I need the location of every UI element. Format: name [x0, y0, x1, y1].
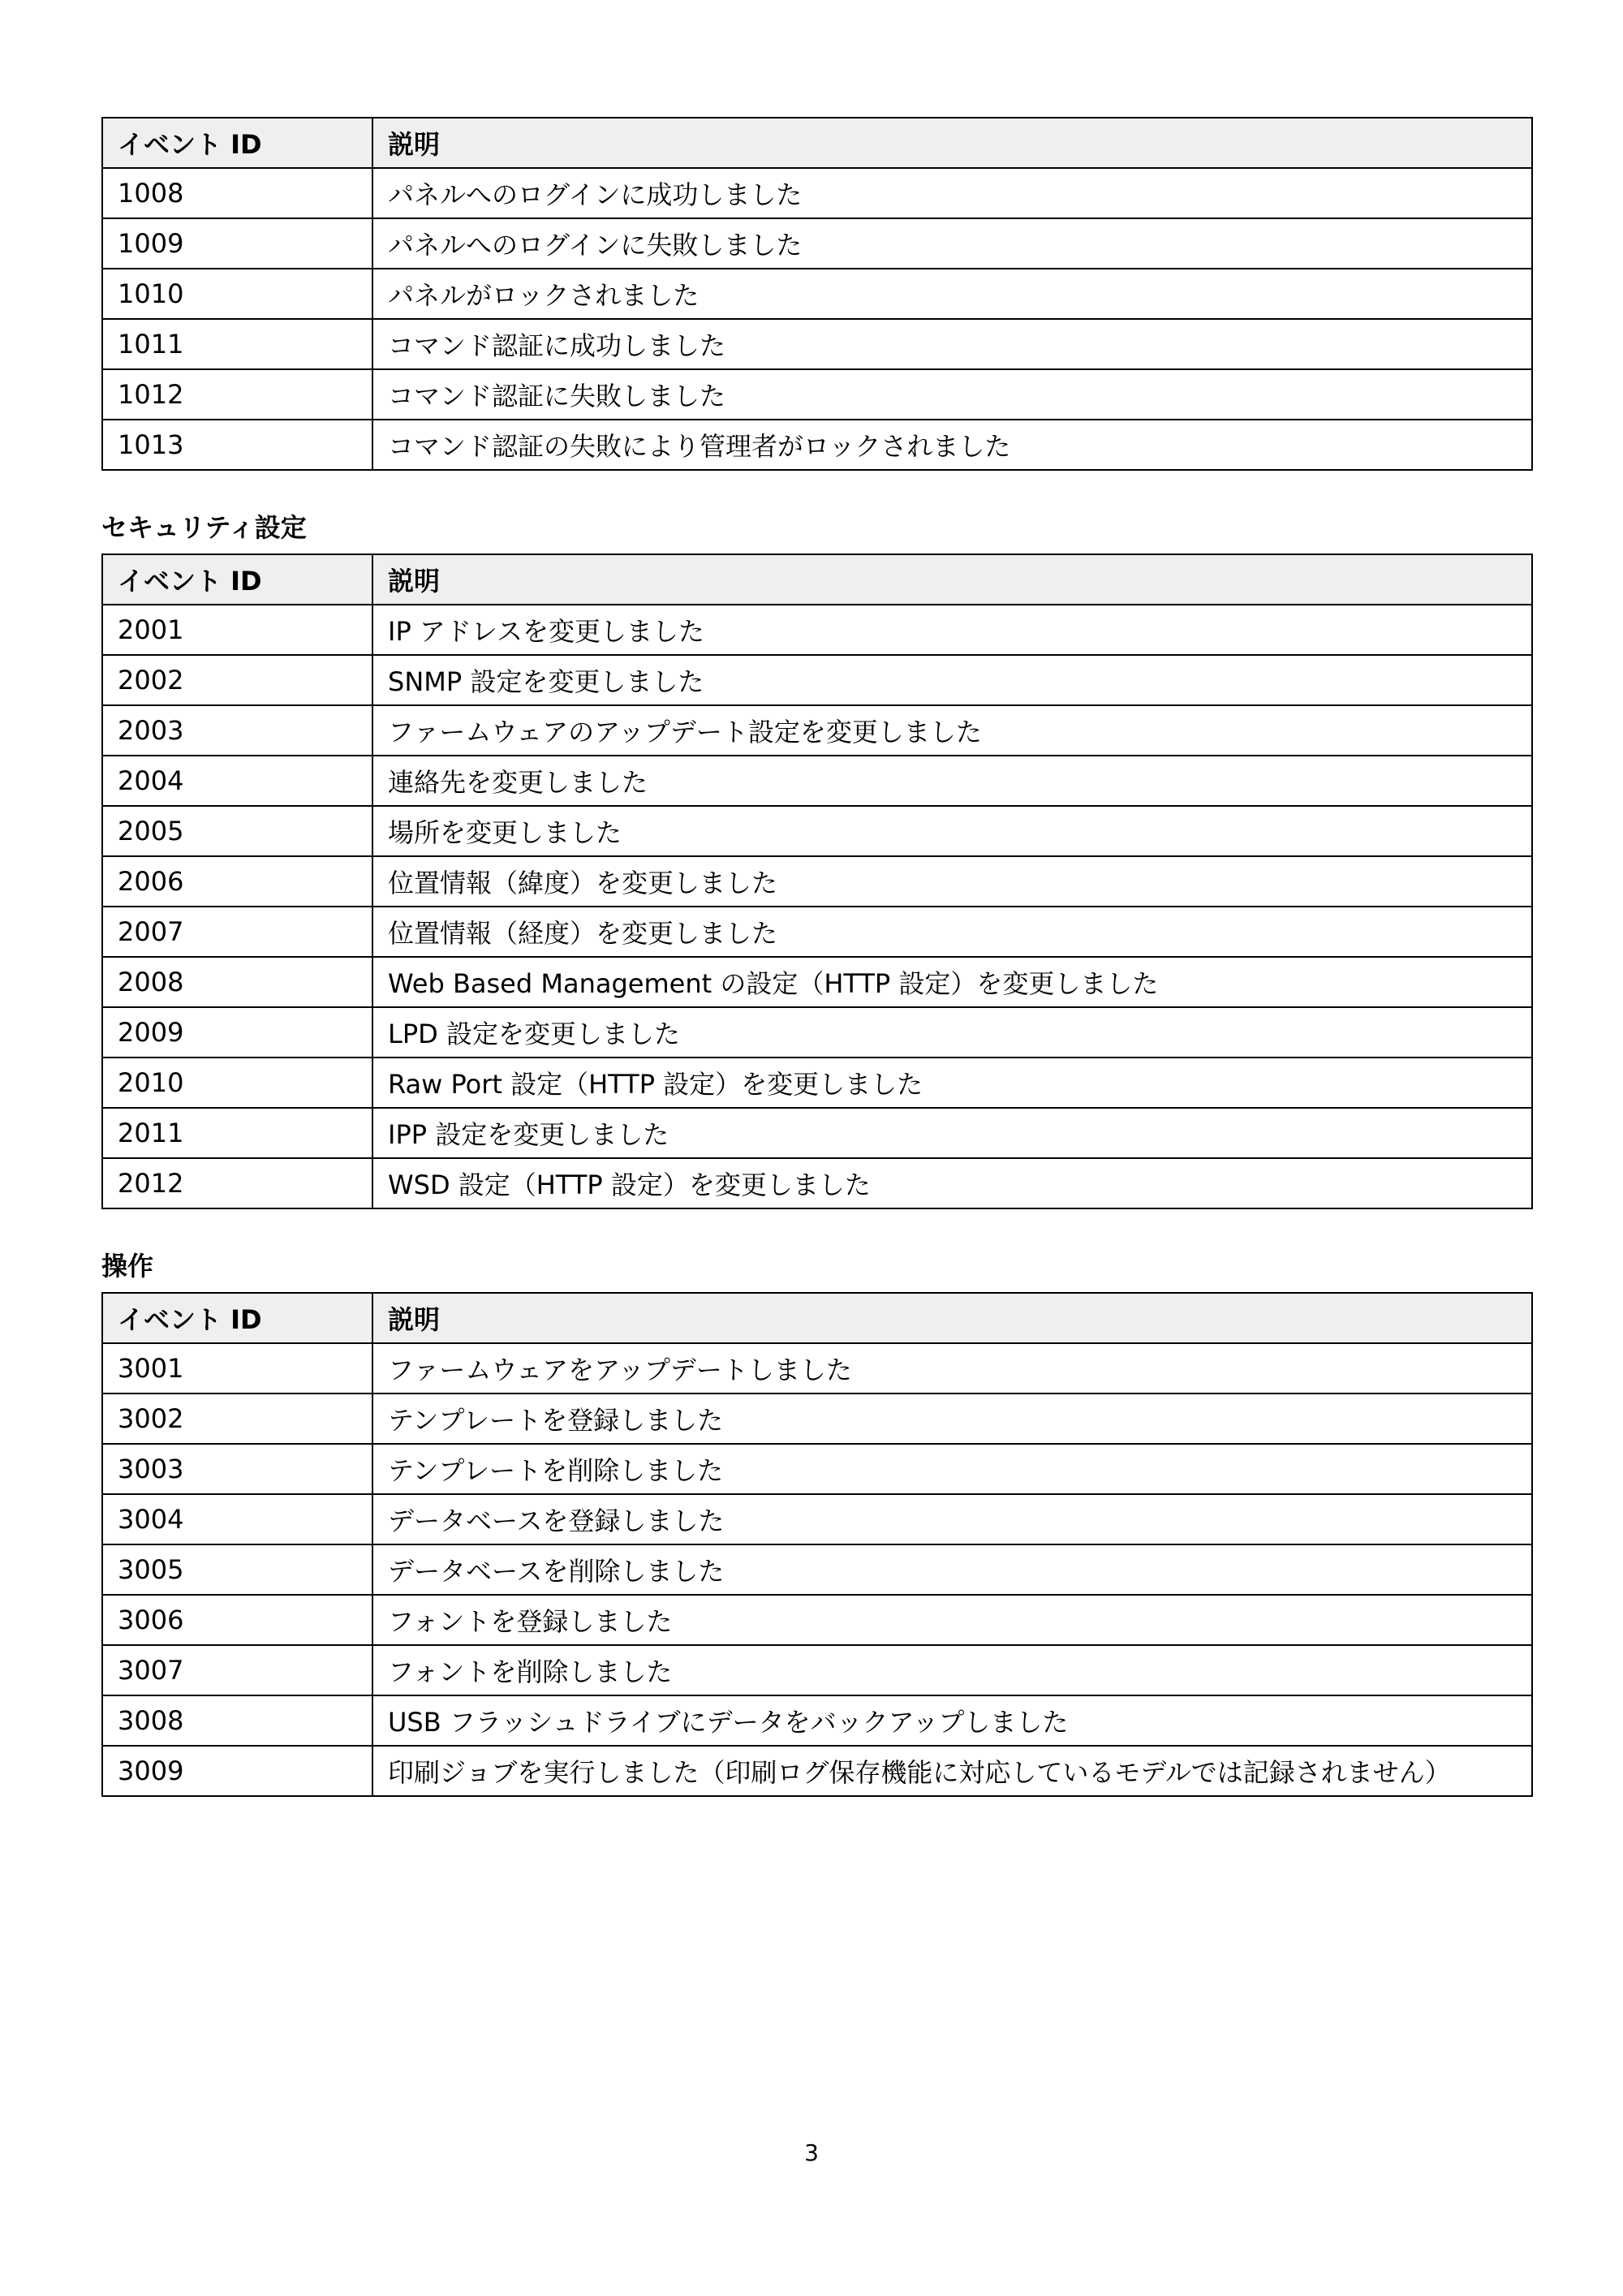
column-header-description: 説明: [372, 118, 1532, 168]
event-id-cell: 1009: [102, 218, 372, 269]
description-cell: 連絡先を変更しました: [372, 756, 1532, 806]
event-table-operations: [101, 1292, 1533, 1797]
description-cell: 位置情報（緯度）を変更しました: [372, 856, 1532, 907]
description-cell: LPD 設定を変更しました: [372, 1007, 1532, 1058]
event-id-cell: 3003: [102, 1444, 372, 1494]
description-cell: テンプレートを登録しました: [372, 1394, 1532, 1444]
table-row: [102, 1158, 1532, 1208]
description-cell: SNMP 設定を変更しました: [372, 655, 1532, 705]
event-id-cell: 2004: [102, 756, 372, 806]
table-row: [102, 1595, 1532, 1645]
event-id-cell: 2008: [102, 957, 372, 1007]
event-id-cell: 2012: [102, 1158, 372, 1208]
event-id-cell: 2005: [102, 806, 372, 856]
event-id-cell: 2007: [102, 907, 372, 957]
table-row: [102, 168, 1532, 218]
event-id-cell: 3004: [102, 1494, 372, 1544]
table-row: [102, 1108, 1532, 1158]
event-id-cell: 3008: [102, 1695, 372, 1746]
description-cell: データベースを削除しました: [372, 1544, 1532, 1595]
description-cell: パネルがロックされました: [372, 269, 1532, 319]
table-row: [102, 605, 1532, 655]
event-id-cell: 2003: [102, 705, 372, 756]
section-title-operations: 操作: [101, 1251, 154, 1282]
table-row: [102, 1007, 1532, 1058]
table-row: [102, 269, 1532, 319]
table-header-row: [102, 554, 1532, 605]
table-row: [102, 756, 1532, 806]
description-cell: コマンド認証の失敗により管理者がロックされました: [372, 420, 1532, 470]
event-id-cell: 1010: [102, 269, 372, 319]
page-number: 3: [804, 2139, 819, 2166]
event-id-cell: 3001: [102, 1343, 372, 1394]
description-cell: コマンド認証に失敗しました: [372, 369, 1532, 420]
description-cell: データベースを登録しました: [372, 1494, 1532, 1544]
description-cell: フォントを登録しました: [372, 1595, 1532, 1645]
table-header-row: [102, 1293, 1532, 1343]
table-row: [102, 1394, 1532, 1444]
table-header-row: [102, 118, 1532, 168]
event-id-cell: 2006: [102, 856, 372, 907]
column-header-description: 説明: [372, 1293, 1532, 1343]
table-row: [102, 218, 1532, 269]
description-cell: 印刷ジョブを実行しました（印刷ログ保存機能に対応しているモデルでは記録されません）: [372, 1746, 1532, 1796]
table-row: [102, 1695, 1532, 1746]
description-cell: Raw Port 設定（HTTP 設定）を変更しました: [372, 1058, 1532, 1108]
event-id-cell: 2009: [102, 1007, 372, 1058]
event-id-cell: 1012: [102, 369, 372, 420]
table-row: [102, 1544, 1532, 1595]
event-id-cell: 2001: [102, 605, 372, 655]
description-cell: 場所を変更しました: [372, 806, 1532, 856]
event-table-security-settings: [101, 554, 1533, 1209]
event-id-cell: 3007: [102, 1645, 372, 1695]
table-row: [102, 1645, 1532, 1695]
event-id-cell: 3009: [102, 1746, 372, 1796]
description-cell: パネルへのログインに失敗しました: [372, 218, 1532, 269]
table-row: [102, 1746, 1532, 1796]
document-page: [101, 117, 1531, 1797]
section-spacer: [101, 1209, 1531, 1250]
table-row: [102, 705, 1532, 756]
column-header-event-id: イベント ID: [102, 1293, 372, 1343]
table-row: [102, 856, 1532, 907]
event-id-cell: 1013: [102, 420, 372, 470]
table-row: [102, 957, 1532, 1007]
table-row: [102, 1343, 1532, 1394]
event-id-cell: 3005: [102, 1544, 372, 1595]
event-id-cell: 2011: [102, 1108, 372, 1158]
table-row: [102, 1444, 1532, 1494]
description-cell: WSD 設定（HTTP 設定）を変更しました: [372, 1158, 1532, 1208]
table-row: [102, 907, 1532, 957]
description-cell: コマンド認証に成功しました: [372, 319, 1532, 369]
table-row: [102, 655, 1532, 705]
description-cell: 位置情報（経度）を変更しました: [372, 907, 1532, 957]
section-spacer: [101, 471, 1531, 511]
table-row: [102, 319, 1532, 369]
table-row: [102, 1494, 1532, 1544]
column-header-event-id: イベント ID: [102, 118, 372, 168]
table-row: [102, 1058, 1532, 1108]
section-title-security-settings: セキュリティ設定: [101, 512, 307, 543]
description-cell: USB フラッシュドライブにデータをバックアップしました: [372, 1695, 1532, 1746]
description-cell: テンプレートを削除しました: [372, 1444, 1532, 1494]
event-id-cell: 3006: [102, 1595, 372, 1645]
table-row: [102, 806, 1532, 856]
event-id-cell: 3002: [102, 1394, 372, 1444]
table-row: [102, 420, 1532, 470]
description-cell: Web Based Management の設定（HTTP 設定）を変更しました: [372, 957, 1532, 1007]
event-id-cell: 1011: [102, 319, 372, 369]
description-cell: パネルへのログインに成功しました: [372, 168, 1532, 218]
column-header-event-id: イベント ID: [102, 554, 372, 605]
event-id-cell: 1008: [102, 168, 372, 218]
event-id-cell: 2010: [102, 1058, 372, 1108]
description-cell: ファームウェアのアップデート設定を変更しました: [372, 705, 1532, 756]
column-header-description: 説明: [372, 554, 1532, 605]
description-cell: ファームウェアをアップデートしました: [372, 1343, 1532, 1394]
description-cell: IP アドレスを変更しました: [372, 605, 1532, 655]
event-table-panel: [101, 117, 1533, 471]
event-id-cell: 2002: [102, 655, 372, 705]
description-cell: フォントを削除しました: [372, 1645, 1532, 1695]
description-cell: IPP 設定を変更しました: [372, 1108, 1532, 1158]
table-row: [102, 369, 1532, 420]
